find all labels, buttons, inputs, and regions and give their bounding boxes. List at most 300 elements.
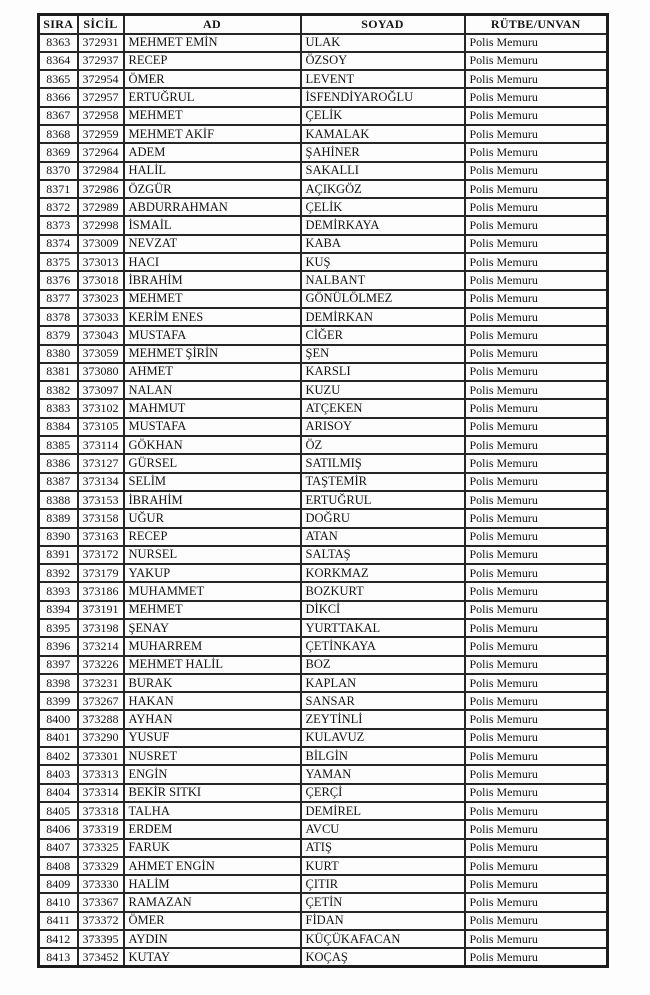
cell-soyad: ZEYTİNLİ bbox=[301, 710, 465, 728]
cell-sicil: 373290 bbox=[78, 729, 124, 747]
cell-sicil: 373043 bbox=[78, 326, 124, 344]
table-row bbox=[39, 34, 608, 52]
cell-ad: ÖMER bbox=[124, 70, 301, 88]
cell-rutbe-unvan: Polis Memuru bbox=[465, 345, 608, 363]
cell-ad: NURSEL bbox=[124, 546, 301, 564]
cell-soyad: ULAK bbox=[301, 34, 465, 52]
cell-sira: 8377 bbox=[39, 290, 78, 308]
cell-soyad: DEMİREL bbox=[301, 802, 465, 820]
cell-sicil: 373097 bbox=[78, 381, 124, 399]
cell-sicil: 372989 bbox=[78, 198, 124, 216]
cell-sira: 8378 bbox=[39, 308, 78, 326]
cell-ad: MEHMET EMİN bbox=[124, 34, 301, 52]
cell-sira: 8381 bbox=[39, 363, 78, 381]
cell-soyad: İSFENDİYAROĞLU bbox=[301, 88, 465, 106]
table-row bbox=[39, 399, 608, 417]
cell-sira: 8412 bbox=[39, 930, 78, 948]
column-header-sicil: SİCİL bbox=[78, 15, 124, 34]
cell-ad: FARUK bbox=[124, 839, 301, 857]
table-row bbox=[39, 52, 608, 70]
table-row bbox=[39, 546, 608, 564]
table-row bbox=[39, 802, 608, 820]
cell-rutbe-unvan: Polis Memuru bbox=[465, 948, 608, 966]
cell-rutbe-unvan: Polis Memuru bbox=[465, 875, 608, 893]
cell-sira: 8405 bbox=[39, 802, 78, 820]
cell-ad: ERTUĞRUL bbox=[124, 88, 301, 106]
cell-rutbe-unvan: Polis Memuru bbox=[465, 601, 608, 619]
cell-soyad: ATIŞ bbox=[301, 839, 465, 857]
cell-soyad: ERTUĞRUL bbox=[301, 491, 465, 509]
cell-sicil: 373214 bbox=[78, 637, 124, 655]
cell-ad: AHMET ENGİN bbox=[124, 857, 301, 875]
cell-ad: YAKUP bbox=[124, 564, 301, 582]
cell-ad: ENGİN bbox=[124, 765, 301, 783]
cell-rutbe-unvan: Polis Memuru bbox=[465, 436, 608, 454]
cell-soyad: SALTAŞ bbox=[301, 546, 465, 564]
cell-sira: 8406 bbox=[39, 820, 78, 838]
cell-sicil: 373226 bbox=[78, 656, 124, 674]
cell-sira: 8379 bbox=[39, 326, 78, 344]
cell-sira: 8387 bbox=[39, 473, 78, 491]
cell-sicil: 373313 bbox=[78, 765, 124, 783]
cell-sira: 8403 bbox=[39, 765, 78, 783]
cell-ad: AYDIN bbox=[124, 930, 301, 948]
cell-sicil: 372986 bbox=[78, 180, 124, 198]
cell-rutbe-unvan: Polis Memuru bbox=[465, 290, 608, 308]
table-header bbox=[39, 15, 608, 34]
cell-sira: 8407 bbox=[39, 839, 78, 857]
cell-rutbe-unvan: Polis Memuru bbox=[465, 162, 608, 180]
cell-sira: 8384 bbox=[39, 418, 78, 436]
cell-rutbe-unvan: Polis Memuru bbox=[465, 509, 608, 527]
cell-ad: AHMET bbox=[124, 363, 301, 381]
cell-rutbe-unvan: Polis Memuru bbox=[465, 729, 608, 747]
cell-ad: MEHMET AKİF bbox=[124, 125, 301, 143]
cell-sicil: 373102 bbox=[78, 399, 124, 417]
cell-rutbe-unvan: Polis Memuru bbox=[465, 326, 608, 344]
cell-ad: RECEP bbox=[124, 52, 301, 70]
cell-rutbe-unvan: Polis Memuru bbox=[465, 88, 608, 106]
table-row bbox=[39, 162, 608, 180]
cell-sira: 8411 bbox=[39, 912, 78, 930]
cell-rutbe-unvan: Polis Memuru bbox=[465, 893, 608, 911]
cell-sicil: 373372 bbox=[78, 912, 124, 930]
table-row bbox=[39, 564, 608, 582]
cell-ad: HALİL bbox=[124, 162, 301, 180]
cell-sicil: 372931 bbox=[78, 34, 124, 52]
cell-rutbe-unvan: Polis Memuru bbox=[465, 271, 608, 289]
cell-sira: 8369 bbox=[39, 143, 78, 161]
table-row bbox=[39, 637, 608, 655]
cell-sira: 8410 bbox=[39, 893, 78, 911]
cell-rutbe-unvan: Polis Memuru bbox=[465, 710, 608, 728]
cell-rutbe-unvan: Polis Memuru bbox=[465, 454, 608, 472]
cell-soyad: KAPLAN bbox=[301, 674, 465, 692]
column-header-ad: AD bbox=[124, 15, 301, 34]
cell-rutbe-unvan: Polis Memuru bbox=[465, 692, 608, 710]
header-row bbox=[39, 15, 608, 34]
cell-soyad: ŞAHİNER bbox=[301, 143, 465, 161]
cell-sicil: 373018 bbox=[78, 271, 124, 289]
table-row bbox=[39, 674, 608, 692]
cell-soyad: KARSLI bbox=[301, 363, 465, 381]
table-row bbox=[39, 253, 608, 271]
cell-sicil: 373158 bbox=[78, 509, 124, 527]
cell-ad: MEHMET ŞİRİN bbox=[124, 345, 301, 363]
cell-sicil: 373318 bbox=[78, 802, 124, 820]
cell-sicil: 373080 bbox=[78, 363, 124, 381]
cell-sicil: 373198 bbox=[78, 619, 124, 637]
cell-sicil: 373179 bbox=[78, 564, 124, 582]
cell-ad: MAHMUT bbox=[124, 399, 301, 417]
cell-sicil: 373059 bbox=[78, 345, 124, 363]
cell-rutbe-unvan: Polis Memuru bbox=[465, 747, 608, 765]
cell-soyad: KURT bbox=[301, 857, 465, 875]
cell-sicil: 373314 bbox=[78, 784, 124, 802]
table-row bbox=[39, 326, 608, 344]
cell-sicil: 373325 bbox=[78, 839, 124, 857]
cell-ad: GÜRSEL bbox=[124, 454, 301, 472]
cell-sicil: 373452 bbox=[78, 948, 124, 966]
cell-soyad: DEMİRKAYA bbox=[301, 216, 465, 234]
table-row bbox=[39, 216, 608, 234]
table-row bbox=[39, 747, 608, 765]
table-row bbox=[39, 125, 608, 143]
cell-ad: GÖKHAN bbox=[124, 436, 301, 454]
cell-ad: NUSRET bbox=[124, 747, 301, 765]
cell-soyad: KUŞ bbox=[301, 253, 465, 271]
cell-sira: 8400 bbox=[39, 710, 78, 728]
cell-rutbe-unvan: Polis Memuru bbox=[465, 839, 608, 857]
cell-rutbe-unvan: Polis Memuru bbox=[465, 198, 608, 216]
cell-ad: MEHMET bbox=[124, 107, 301, 125]
cell-soyad: DİKCİ bbox=[301, 601, 465, 619]
cell-ad: MUSTAFA bbox=[124, 326, 301, 344]
cell-sira: 8371 bbox=[39, 180, 78, 198]
cell-soyad: ÇETİNKAYA bbox=[301, 637, 465, 655]
table-row bbox=[39, 528, 608, 546]
table-row bbox=[39, 491, 608, 509]
cell-sicil: 373013 bbox=[78, 253, 124, 271]
cell-soyad: ŞEN bbox=[301, 345, 465, 363]
column-header-rutbe-unvan: RÜTBE/UNVAN bbox=[465, 15, 608, 34]
cell-sira: 8365 bbox=[39, 70, 78, 88]
cell-sicil: 373231 bbox=[78, 674, 124, 692]
cell-soyad: ÇELİK bbox=[301, 107, 465, 125]
cell-sicil: 372998 bbox=[78, 216, 124, 234]
personnel-table bbox=[37, 13, 609, 968]
cell-sicil: 373191 bbox=[78, 601, 124, 619]
table-row bbox=[39, 436, 608, 454]
cell-sicil: 373267 bbox=[78, 692, 124, 710]
cell-soyad: BOZKURT bbox=[301, 582, 465, 600]
cell-rutbe-unvan: Polis Memuru bbox=[465, 582, 608, 600]
cell-sicil: 372959 bbox=[78, 125, 124, 143]
cell-soyad: TAŞTEMİR bbox=[301, 473, 465, 491]
cell-rutbe-unvan: Polis Memuru bbox=[465, 418, 608, 436]
cell-ad: NALAN bbox=[124, 381, 301, 399]
cell-sira: 8393 bbox=[39, 582, 78, 600]
cell-sira: 8386 bbox=[39, 454, 78, 472]
cell-ad: İSMAİL bbox=[124, 216, 301, 234]
cell-ad: İBRAHİM bbox=[124, 491, 301, 509]
cell-rutbe-unvan: Polis Memuru bbox=[465, 674, 608, 692]
cell-soyad: ÇETİN bbox=[301, 893, 465, 911]
table-row bbox=[39, 473, 608, 491]
cell-sira: 8404 bbox=[39, 784, 78, 802]
cell-rutbe-unvan: Polis Memuru bbox=[465, 363, 608, 381]
cell-soyad: ATÇEKEN bbox=[301, 399, 465, 417]
cell-rutbe-unvan: Polis Memuru bbox=[465, 619, 608, 637]
cell-sicil: 373114 bbox=[78, 436, 124, 454]
cell-ad: ŞENAY bbox=[124, 619, 301, 637]
cell-sira: 8397 bbox=[39, 656, 78, 674]
cell-rutbe-unvan: Polis Memuru bbox=[465, 143, 608, 161]
cell-ad: ÖZGÜR bbox=[124, 180, 301, 198]
cell-soyad: SAKALLI bbox=[301, 162, 465, 180]
cell-ad: ABDURRAHMAN bbox=[124, 198, 301, 216]
cell-ad: NEVZAT bbox=[124, 235, 301, 253]
cell-sicil: 373301 bbox=[78, 747, 124, 765]
cell-sicil: 373367 bbox=[78, 893, 124, 911]
cell-sira: 8363 bbox=[39, 34, 78, 52]
cell-sira: 8382 bbox=[39, 381, 78, 399]
cell-sicil: 373023 bbox=[78, 290, 124, 308]
table-row bbox=[39, 271, 608, 289]
cell-sira: 8401 bbox=[39, 729, 78, 747]
table-row bbox=[39, 710, 608, 728]
cell-sira: 8398 bbox=[39, 674, 78, 692]
cell-soyad: ÇITIR bbox=[301, 875, 465, 893]
cell-sira: 8408 bbox=[39, 857, 78, 875]
cell-soyad: ÖZ bbox=[301, 436, 465, 454]
table-row bbox=[39, 345, 608, 363]
cell-soyad: KOÇAŞ bbox=[301, 948, 465, 966]
cell-sira: 8364 bbox=[39, 52, 78, 70]
cell-sicil: 372958 bbox=[78, 107, 124, 125]
cell-rutbe-unvan: Polis Memuru bbox=[465, 399, 608, 417]
cell-soyad: GÖNÜLÖLMEZ bbox=[301, 290, 465, 308]
cell-sira: 8374 bbox=[39, 235, 78, 253]
table-row bbox=[39, 290, 608, 308]
cell-rutbe-unvan: Polis Memuru bbox=[465, 180, 608, 198]
cell-soyad: LEVENT bbox=[301, 70, 465, 88]
cell-sicil: 372937 bbox=[78, 52, 124, 70]
cell-rutbe-unvan: Polis Memuru bbox=[465, 308, 608, 326]
cell-soyad: SANSAR bbox=[301, 692, 465, 710]
cell-ad: ADEM bbox=[124, 143, 301, 161]
cell-ad: KERİM ENES bbox=[124, 308, 301, 326]
cell-sira: 8409 bbox=[39, 875, 78, 893]
cell-soyad: BİLGİN bbox=[301, 747, 465, 765]
cell-sicil: 373395 bbox=[78, 930, 124, 948]
cell-rutbe-unvan: Polis Memuru bbox=[465, 637, 608, 655]
cell-sicil: 373009 bbox=[78, 235, 124, 253]
cell-sira: 8396 bbox=[39, 637, 78, 655]
cell-rutbe-unvan: Polis Memuru bbox=[465, 235, 608, 253]
cell-ad: MUHAMMET bbox=[124, 582, 301, 600]
cell-ad: BEKİR SITKI bbox=[124, 784, 301, 802]
cell-ad: HALİM bbox=[124, 875, 301, 893]
cell-sicil: 373288 bbox=[78, 710, 124, 728]
cell-soyad: ÖZSOY bbox=[301, 52, 465, 70]
cell-sira: 8372 bbox=[39, 198, 78, 216]
cell-sira: 8394 bbox=[39, 601, 78, 619]
cell-rutbe-unvan: Polis Memuru bbox=[465, 473, 608, 491]
cell-sira: 8366 bbox=[39, 88, 78, 106]
cell-rutbe-unvan: Polis Memuru bbox=[465, 857, 608, 875]
cell-sicil: 372957 bbox=[78, 88, 124, 106]
cell-ad: İBRAHİM bbox=[124, 271, 301, 289]
table-row bbox=[39, 893, 608, 911]
table-row bbox=[39, 619, 608, 637]
cell-rutbe-unvan: Polis Memuru bbox=[465, 528, 608, 546]
table-row bbox=[39, 308, 608, 326]
table-row bbox=[39, 143, 608, 161]
table-row bbox=[39, 656, 608, 674]
cell-soyad: NALBANT bbox=[301, 271, 465, 289]
cell-ad: HAKAN bbox=[124, 692, 301, 710]
cell-rutbe-unvan: Polis Memuru bbox=[465, 253, 608, 271]
cell-sira: 8368 bbox=[39, 125, 78, 143]
cell-soyad: KULAVUZ bbox=[301, 729, 465, 747]
cell-soyad: KAMALAK bbox=[301, 125, 465, 143]
cell-soyad: KORKMAZ bbox=[301, 564, 465, 582]
cell-soyad: CİĞER bbox=[301, 326, 465, 344]
column-header-sira: SIRA bbox=[39, 15, 78, 34]
cell-sicil: 373105 bbox=[78, 418, 124, 436]
table-row bbox=[39, 820, 608, 838]
cell-soyad: ÇERÇİ bbox=[301, 784, 465, 802]
cell-soyad: KUZU bbox=[301, 381, 465, 399]
table-row bbox=[39, 582, 608, 600]
table-row bbox=[39, 765, 608, 783]
table-row bbox=[39, 235, 608, 253]
cell-rutbe-unvan: Polis Memuru bbox=[465, 546, 608, 564]
cell-sira: 8380 bbox=[39, 345, 78, 363]
cell-sira: 8375 bbox=[39, 253, 78, 271]
cell-rutbe-unvan: Polis Memuru bbox=[465, 70, 608, 88]
table-row bbox=[39, 381, 608, 399]
cell-sicil: 373172 bbox=[78, 546, 124, 564]
cell-ad: SELİM bbox=[124, 473, 301, 491]
cell-sira: 8385 bbox=[39, 436, 78, 454]
cell-rutbe-unvan: Polis Memuru bbox=[465, 381, 608, 399]
cell-ad: RAMAZAN bbox=[124, 893, 301, 911]
cell-sicil: 372954 bbox=[78, 70, 124, 88]
cell-ad: MEHMET bbox=[124, 601, 301, 619]
cell-soyad: YAMAN bbox=[301, 765, 465, 783]
cell-sira: 8413 bbox=[39, 948, 78, 966]
table-row bbox=[39, 857, 608, 875]
cell-ad: HACI bbox=[124, 253, 301, 271]
cell-sicil: 373330 bbox=[78, 875, 124, 893]
cell-sicil: 373163 bbox=[78, 528, 124, 546]
table-row bbox=[39, 509, 608, 527]
cell-sira: 8402 bbox=[39, 747, 78, 765]
cell-sira: 8367 bbox=[39, 107, 78, 125]
cell-sicil: 373127 bbox=[78, 454, 124, 472]
table-row bbox=[39, 692, 608, 710]
cell-rutbe-unvan: Polis Memuru bbox=[465, 656, 608, 674]
table-row bbox=[39, 601, 608, 619]
cell-sira: 8390 bbox=[39, 528, 78, 546]
cell-soyad: AVCU bbox=[301, 820, 465, 838]
table-row bbox=[39, 70, 608, 88]
cell-rutbe-unvan: Polis Memuru bbox=[465, 216, 608, 234]
cell-rutbe-unvan: Polis Memuru bbox=[465, 912, 608, 930]
cell-soyad: ATAN bbox=[301, 528, 465, 546]
cell-soyad: ÇELİK bbox=[301, 198, 465, 216]
cell-sicil: 373186 bbox=[78, 582, 124, 600]
table-body bbox=[39, 34, 608, 967]
cell-soyad: BOZ bbox=[301, 656, 465, 674]
cell-sira: 8373 bbox=[39, 216, 78, 234]
table-row bbox=[39, 912, 608, 930]
cell-ad: MUSTAFA bbox=[124, 418, 301, 436]
cell-ad: ÖMER bbox=[124, 912, 301, 930]
cell-sicil: 373319 bbox=[78, 820, 124, 838]
cell-soyad: KÜÇÜKAFACAN bbox=[301, 930, 465, 948]
table-row bbox=[39, 930, 608, 948]
cell-soyad: ARISOY bbox=[301, 418, 465, 436]
cell-sicil: 372964 bbox=[78, 143, 124, 161]
table-row bbox=[39, 180, 608, 198]
table-row bbox=[39, 418, 608, 436]
table-row bbox=[39, 839, 608, 857]
cell-rutbe-unvan: Polis Memuru bbox=[465, 930, 608, 948]
cell-sira: 8376 bbox=[39, 271, 78, 289]
cell-soyad: DEMİRKAN bbox=[301, 308, 465, 326]
cell-soyad: YURTTAKAL bbox=[301, 619, 465, 637]
cell-rutbe-unvan: Polis Memuru bbox=[465, 125, 608, 143]
cell-ad: RECEP bbox=[124, 528, 301, 546]
cell-sira: 8389 bbox=[39, 509, 78, 527]
table-row bbox=[39, 784, 608, 802]
cell-sira: 8399 bbox=[39, 692, 78, 710]
cell-sira: 8395 bbox=[39, 619, 78, 637]
table-row bbox=[39, 88, 608, 106]
cell-ad: YUSUF bbox=[124, 729, 301, 747]
table-row bbox=[39, 729, 608, 747]
cell-soyad: AÇIKGÖZ bbox=[301, 180, 465, 198]
cell-sicil: 373134 bbox=[78, 473, 124, 491]
cell-ad: AYHAN bbox=[124, 710, 301, 728]
cell-soyad: DOĞRU bbox=[301, 509, 465, 527]
table-row bbox=[39, 363, 608, 381]
cell-rutbe-unvan: Polis Memuru bbox=[465, 52, 608, 70]
table-row bbox=[39, 948, 608, 966]
cell-rutbe-unvan: Polis Memuru bbox=[465, 784, 608, 802]
cell-soyad: KABA bbox=[301, 235, 465, 253]
cell-ad: UĞUR bbox=[124, 509, 301, 527]
cell-ad: MEHMET HALİL bbox=[124, 656, 301, 674]
cell-rutbe-unvan: Polis Memuru bbox=[465, 34, 608, 52]
column-header-soyad: SOYAD bbox=[301, 15, 465, 34]
table-row bbox=[39, 198, 608, 216]
cell-rutbe-unvan: Polis Memuru bbox=[465, 765, 608, 783]
cell-ad: MEHMET bbox=[124, 290, 301, 308]
cell-ad: MUHARREM bbox=[124, 637, 301, 655]
cell-soyad: FİDAN bbox=[301, 912, 465, 930]
cell-sira: 8392 bbox=[39, 564, 78, 582]
cell-sira: 8388 bbox=[39, 491, 78, 509]
table-row bbox=[39, 107, 608, 125]
cell-rutbe-unvan: Polis Memuru bbox=[465, 564, 608, 582]
cell-soyad: SATILMIŞ bbox=[301, 454, 465, 472]
cell-rutbe-unvan: Polis Memuru bbox=[465, 820, 608, 838]
cell-sicil: 372984 bbox=[78, 162, 124, 180]
